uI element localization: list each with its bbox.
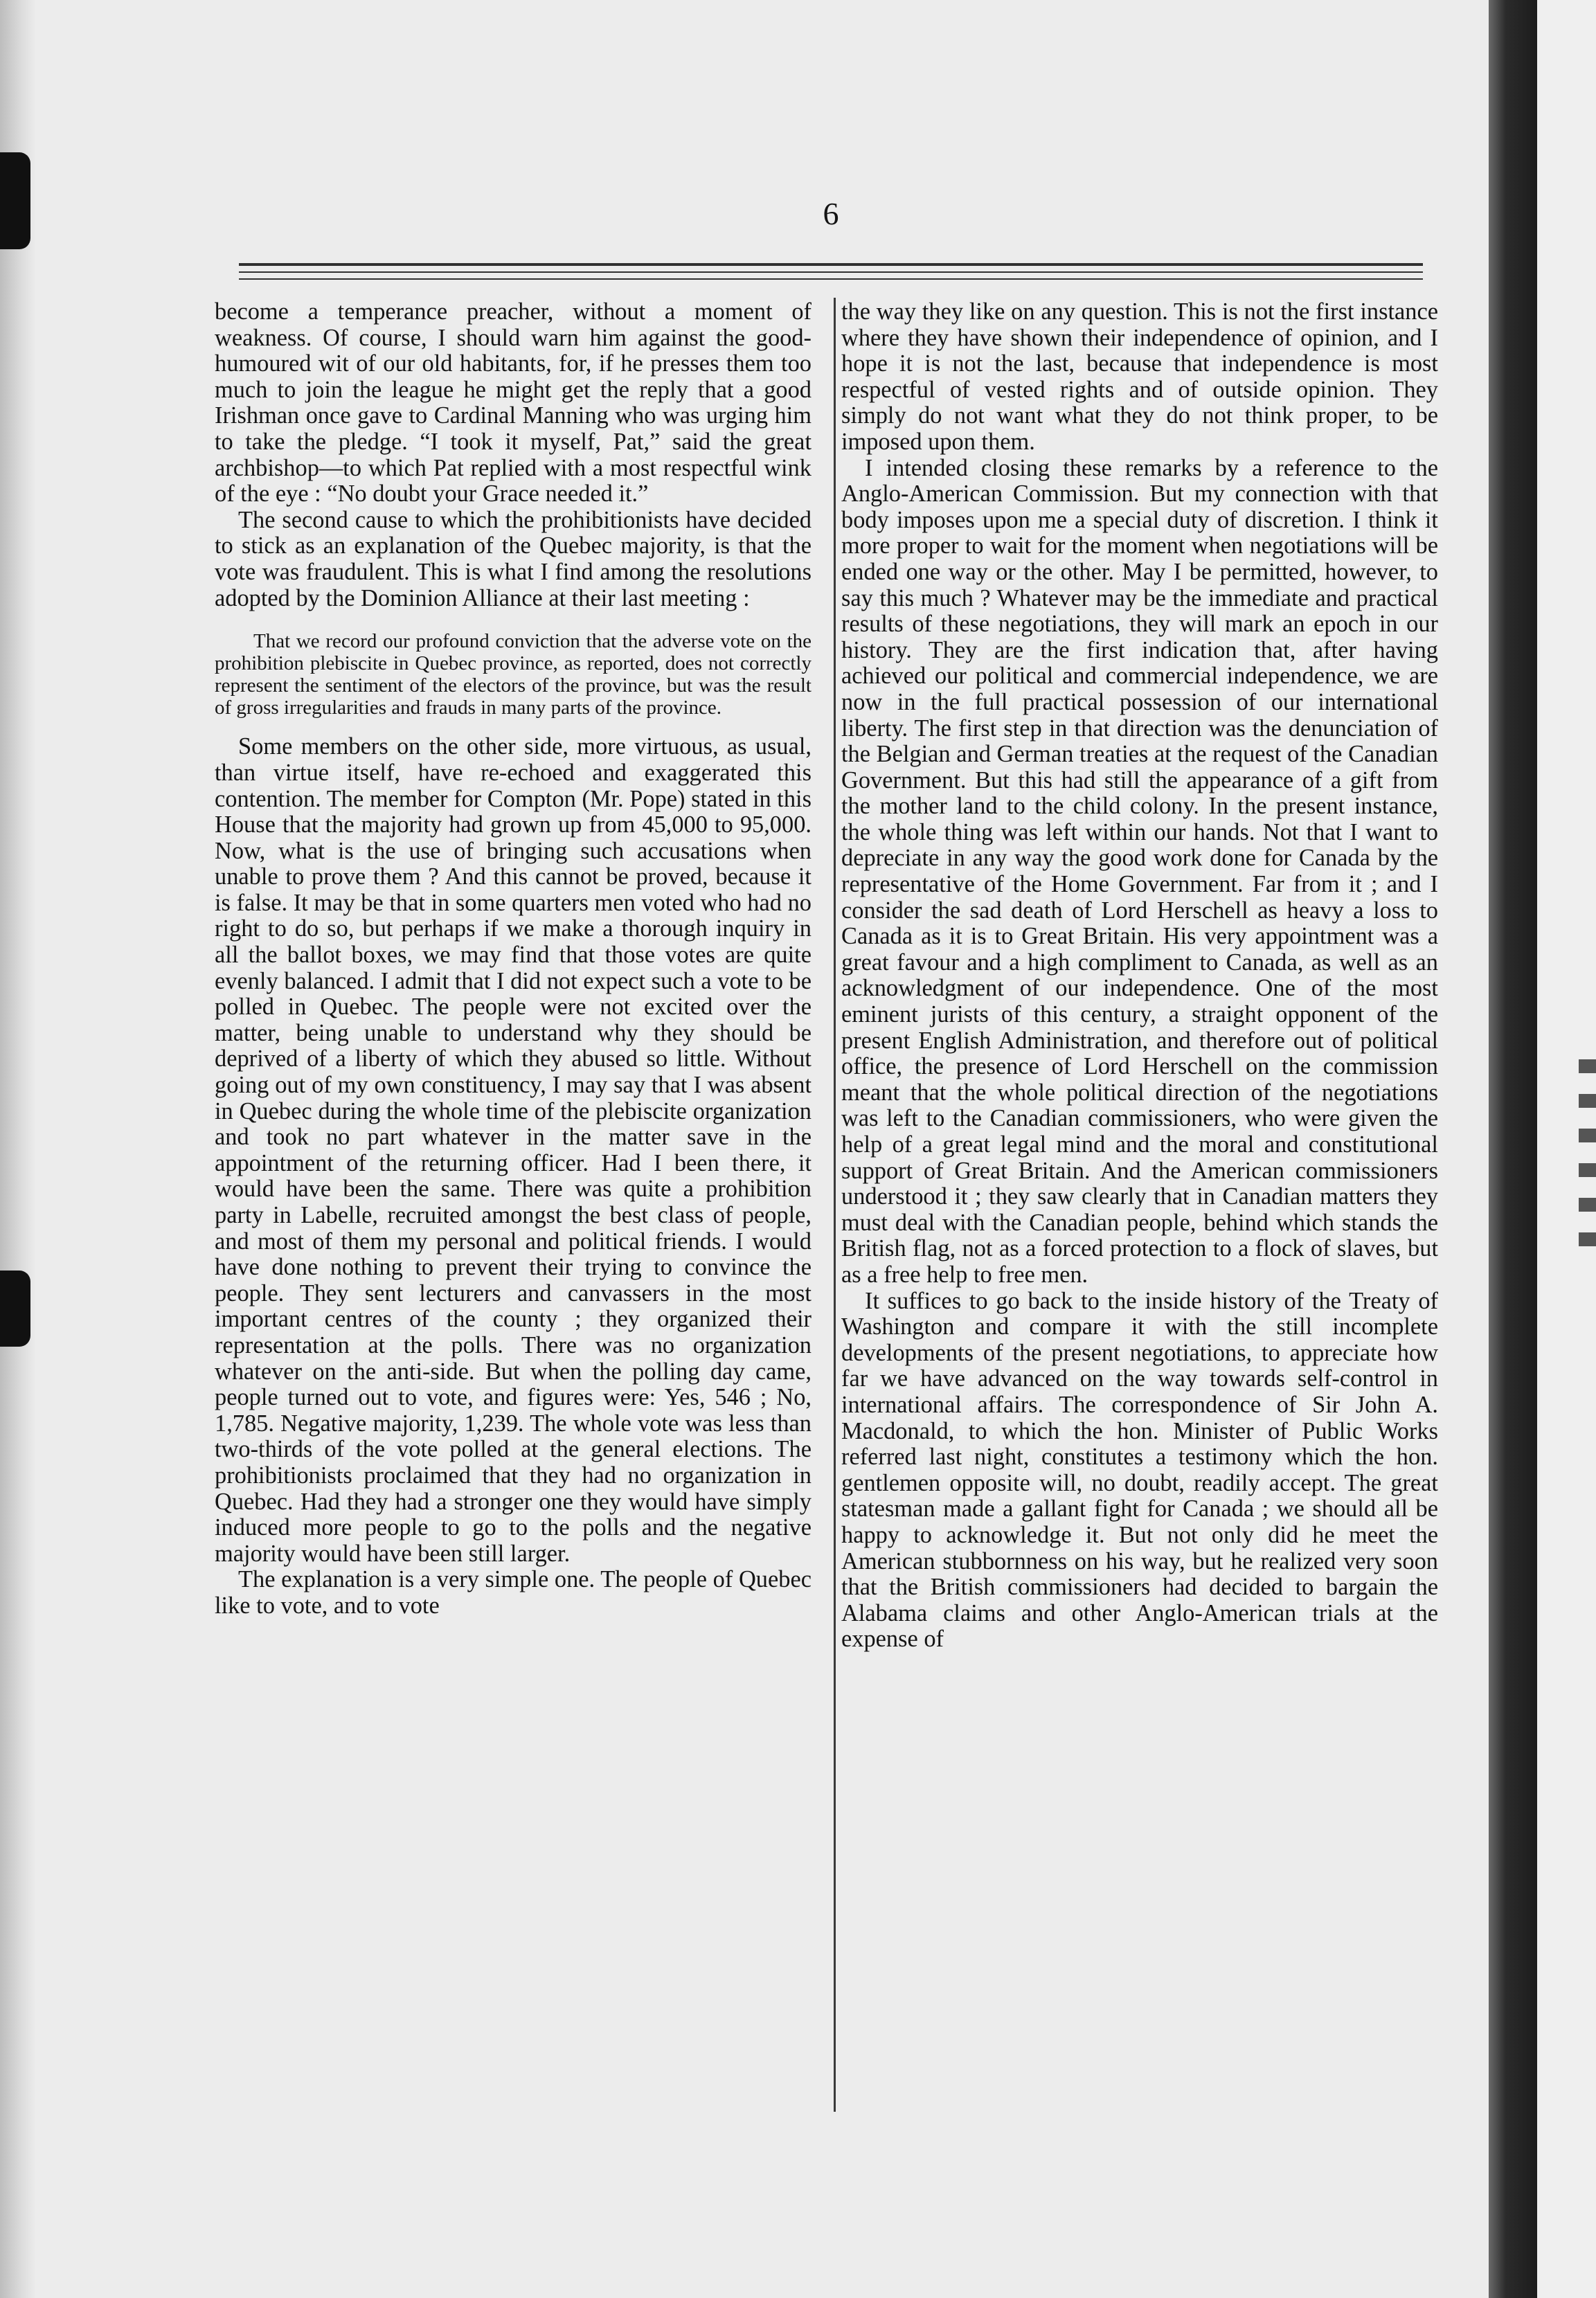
paragraph: Some members on the other side, more virtuous, as usual, than virtue itself, have re-echoed and exaggerated this contention. The member for Compton (Mr. Pope) stated in this House that the majority had grown up from 45,000 to 95,000. Now, what is the use of bringing such accusations when unable to prove them ? And this cannot be proved, because it is false. It may be that in some quarters men voted who had no right to do so, but perhaps if we make a thorough inquiry in all the ballot boxes, we may find that those votes are quite evenly balanced. I admit that I did not expect such a vote to be polled in Quebec. The people were not excited over the matter, being unable to understand why they should be deprived of a liberty of which they abused so little. Without going out of my own constituency, I may say that I was absent in Quebec during the whole time of the plebiscite organization and took no part whatever in the matter save in the appointment of the returning officer. Had I been there, it would have been the same. There was quite a prohibition party in Labelle, recruited amongst the best class of people, and most of them my personal and political friends. I would have done nothing to prevent their trying to convince the people. They sent lecturers and canvassers in the most important centres of the county ; they organized their representation at the polls. There was no organization whatever on the anti-side. But when the polling day came, people turned out to vote, and figures were: Yes, 546 ; No, 1,785. Negative majority, 1,239. The whole vote was less than two-thirds of the vote polled at the general elections. The prohibitionists proclaimed that they had no organization in Quebec. Had they had a stronger one they would have simply induced more people to go to the polls and the negative majority would have been still larger. — [215, 733, 812, 1567]
header-rule-middle — [239, 271, 1423, 273]
paragraph: The explanation is a very simple one. The people of Quebec like to vote, and to vote — [215, 1566, 812, 1619]
adjacent-text-fragment — [1579, 1163, 1596, 1177]
block-quote: That we record our profound conviction that the adverse vote on the prohibition plebiscite in Quebec province, as reported, does not correctly represent the sentiment of the electors of the province, but was the result of gross irregularities and frauds in many parts of the province. — [215, 630, 812, 719]
adjacent-text-fragment — [1579, 1232, 1596, 1246]
right-column — [841, 299, 1438, 1653]
adjacent-text-fragment — [1579, 1094, 1596, 1108]
adjacent-text-fragment — [1579, 1059, 1596, 1073]
paragraph: It suffices to go back to the inside history of the Treaty of Washington and compare it with the still incomplete developments of the present negotiations, to appreciate how far we have advanced on the way towards self-control in international affairs. The correspondence of Sir John A. Macdonald, to which the hon. Minister of Public Works referred last night, constitutes a testimony which the hon. gentlemen opposite will, no doubt, readily accept. The great statesman made a gallant fight for Canada ; we should all be happy to acknowledge it. But not only did he meet the American stubbornness on his way, but he realized very soon that the British commissioners had decided to bargain the Alabama claims and other Anglo-American trials at the expense of — [841, 1287, 1438, 1653]
paragraph: the way they like on any question. This is not the first instance where they have shown their independence of opinion, and I hope it is not the last, because that independence is most respectful of vested rights and of outside opinion. They simply do not want what they do not think proper, to be imposed upon them. — [841, 298, 1438, 455]
binding-tab-top — [0, 152, 30, 249]
scan-left-edge — [0, 0, 36, 2298]
header-rule-bottom — [239, 278, 1423, 280]
left-column — [215, 299, 812, 1619]
adjacent-text-fragment — [1579, 1198, 1596, 1212]
paragraph: become a temperance preacher, without a moment of weakness. Of course, I should warn him against the good-humoured wit of our old habitants, for, if he presses them too much to join the league he might get the reply that a good Irishman once gave to Cardinal Manning who was urging him to take the pledge. “I took it myself, Pat,” said the great archbishop—to which Pat replied with a most respectful wink of the eye : “No doubt your Grace needed it.” — [215, 298, 812, 508]
scan-right-shadow — [1489, 0, 1537, 2298]
paragraph: I intended closing these remarks by a reference to the Anglo-American Commission. But my connection with that body imposes upon me a special duty of discretion. I think it more proper to wait for the moment when negotiations will be ended one way or the other. May I be permitted, however, to say this much ? Whatever may be the immediate and practical results of these negotiations, they will mark an epoch in our history. They are the first indication that, after having achieved our political and commercial independence, we are now in the full practical possession of our international liberty. The first step in that direction was the denunciation of the Belgian and German treaties at the request of the Canadian Government. But this had still the appearance of a gift from the mother land to the child colony. In the present instance, the whole thing was left within our hands. Not that I want to depreciate in any way the good work done for Canada by the representative of the Home Government. Far from it ; and I consider the sad death of Lord Herschell as heavy a loss to Canada as it is to Great Britain. His very appointment was a great favour and a high compliment to Canada, as well as an acknowledgment of our independence. One of the most eminent jurists of this century, a straight opponent of the present English Administration, and therefore out of political office, the presence of Lord Herschell on the commission meant that the whole political direction of the negotiations was left to the Canadian commissioners, who were given the help of a great legal mind and the moral and constitutional support of Great Britain. And the American commissioners understood it ; they saw clearly that in Canadian matters they must deal with the Canadian people, behind which stands the British flag, not as a forced protection to a flock of slaves, but as a free help to free men. — [841, 454, 1438, 1288]
adjacent-text-fragment — [1579, 1129, 1596, 1142]
column-divider — [834, 298, 836, 2112]
adjacent-page-strip — [1537, 0, 1596, 2298]
page-number: 6 — [823, 196, 839, 231]
header-rule-top — [239, 263, 1423, 266]
binding-tab-bottom — [0, 1271, 30, 1347]
paragraph: The second cause to which the prohibitionists have decided to stick as an explanation of the Quebec majority, is that the vote was fraudulent. This is what I find among the resolutions adopted by the Dominion Alliance at their last meeting : — [215, 506, 812, 611]
